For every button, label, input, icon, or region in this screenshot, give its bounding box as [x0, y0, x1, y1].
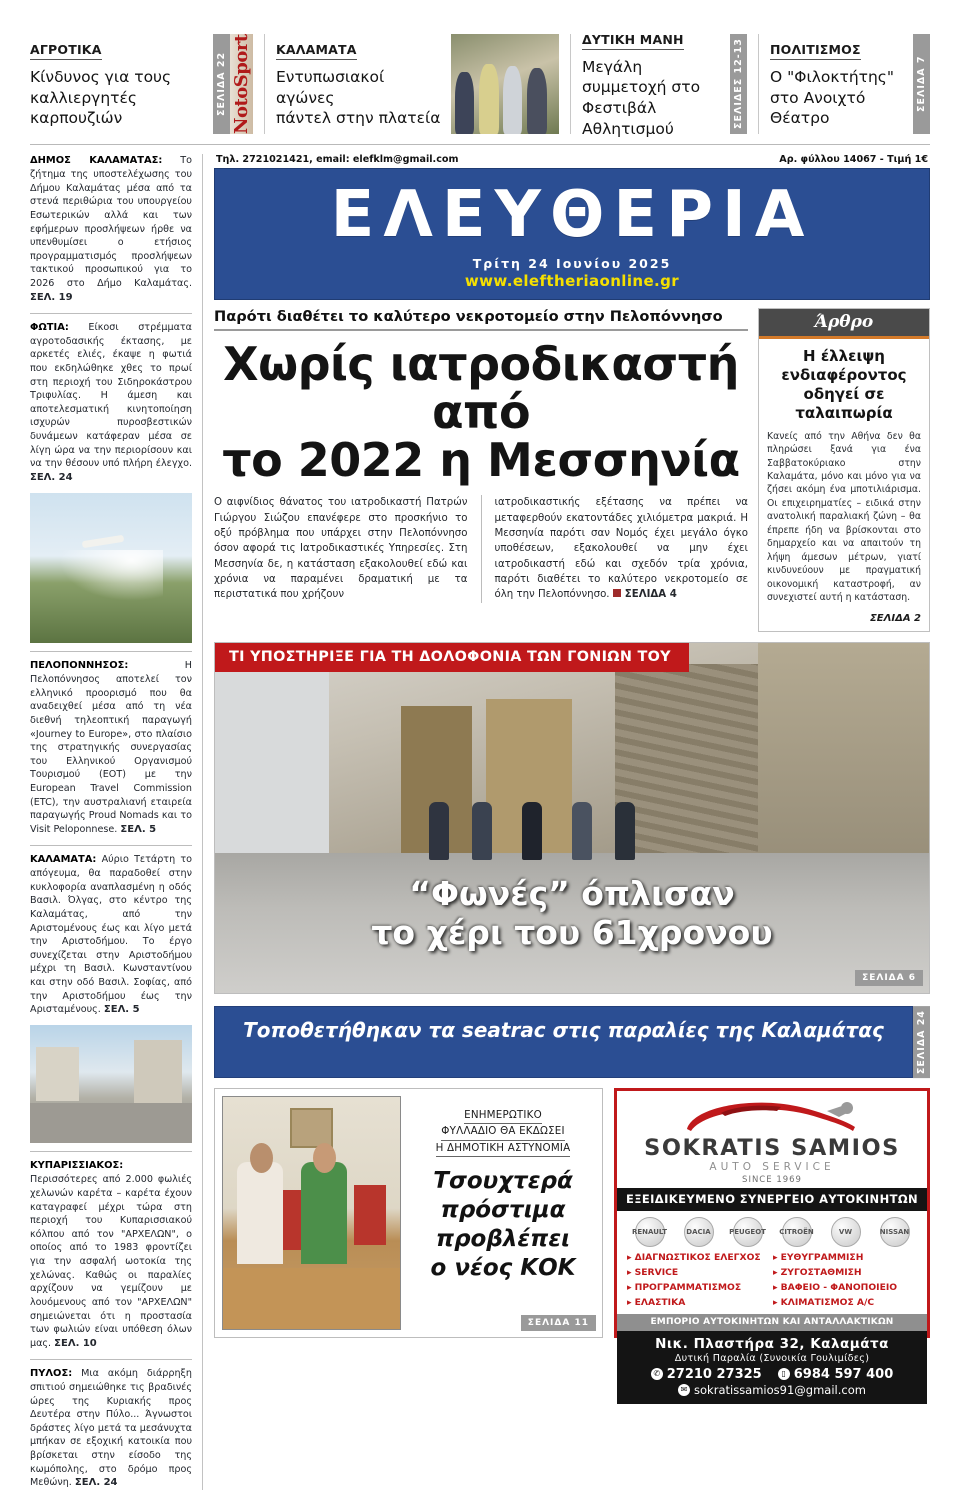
website-url[interactable]: www.eleftheriaonline.gr — [464, 271, 680, 290]
person-right — [301, 1162, 347, 1264]
teaser-photo-padel — [451, 34, 559, 134]
photo-figure — [615, 802, 635, 860]
service-item: ▸ SERVICE — [627, 1266, 773, 1281]
wall-picture-frame — [290, 1108, 332, 1147]
lead-body-col1: Ο αιφνίδιος θάνατος του ιατροδικαστή Πατρών Γιώργου Σιώζου επανέφερε στο προσκήνιο το οξύ πρόβλημα που υπάρχει στην Πελοπόννησο όσον αφορά τις Ιατροδικαστικές Υπηρεσίες. Στη Μεσσηνία δε, η κατάσταση εξακολουθεί εδώ και χρόνια να παραμένει δραματική με τα περιστατικά που χρήζουν — [214, 497, 468, 601]
brief-page-ref[interactable]: ΣΕΛ. 24 — [74, 1477, 118, 1489]
lead-body-col2 — [495, 495, 749, 602]
ad-address: Νικ. Πλαστήρα 32, Καλαμάτα — [655, 1335, 889, 1352]
brief-page-ref[interactable]: ΣΕΛ. 19 — [30, 291, 73, 303]
article-box-title — [759, 339, 929, 430]
ad-services — [617, 1251, 927, 1314]
masthead — [214, 168, 930, 300]
phone-icon: ✆ — [651, 1368, 663, 1380]
teaser-headline — [276, 67, 445, 129]
publication-date: Τρίτη 24 Ιουνίου 2025 — [472, 255, 672, 271]
service-item: ▸ ΒΑΦΕΙΟ - ΦΑΝΟΠΟΙΕΙΟ — [773, 1281, 919, 1296]
bottom-story-text — [401, 1096, 595, 1330]
bottom-kicker-line3: Η ΔΗΜΟΤΙΚΗ ΑΣΤΥΝΟΜΙΑ — [436, 1141, 571, 1157]
teaser-kicker: ΚΑΛΑΜΑΤΑ — [276, 42, 357, 60]
ad-brand-name: SOKRATIS SAMIOS — [644, 1134, 900, 1161]
article-title-line3: οδηγεί σε — [803, 384, 885, 403]
divider — [30, 1151, 192, 1152]
brief-page-ref[interactable]: ΣΕΛ. 10 — [54, 1337, 97, 1349]
teaser-headline-line2: Φεστιβάλ Αθλητισμού — [582, 99, 674, 138]
article-box-header: Άρθρο — [759, 309, 929, 336]
divider — [30, 1359, 192, 1360]
blue-banner-text[interactable]: Τοποθετήθηκαν τα seatrac στις παραλίες της Καλαμάτας — [214, 1006, 913, 1078]
teaser-headline-line1: Μεγάλη συμμετοχή στο — [582, 57, 701, 97]
brief-lead: ΠΥΛΟΣ: — [30, 1367, 73, 1379]
road-surface — [30, 1103, 192, 1143]
brief-text: Αύριο Τετάρτη το απόγευμα, θα παραδοθεί στην κυκλοφορία αναπλασμένη η οδός Βασιλ. Όλγας, στο κέντρο της Καλαμάτας, από την Αριστομένους έως και λίγο μετά την Αριστοδήμου. Το έργο συνεχίζεται στην Αριστοδήμου μέχρι τη Βασιλ. Κωνσταντίνου και στην οδό Βασιλ. Σοφίας, από την Αριστοδήμου έως την Αρισταμένους. — [30, 854, 192, 1016]
ad-gray-banner: ΕΜΠΟΡΙΟ ΑΥΤΟΚΙΝΗΤΩΝ ΚΑΙ ΑΝΤΑΛΛΑΚΤΙΚΩΝ — [617, 1314, 927, 1331]
ad-services-right — [773, 1251, 919, 1311]
lead-headline-line1: Χωρίς ιατροδικαστή από — [223, 337, 739, 439]
press-conference-photo — [222, 1096, 401, 1330]
bottom-story — [214, 1088, 603, 1338]
ad-email-label: sokratissamios91@gmail.com — [694, 1382, 866, 1397]
bottom-headline-line2: πρόστιμα — [440, 1197, 566, 1224]
newspaper-front-page — [0, 31, 960, 1489]
building-left — [36, 1047, 78, 1101]
divider — [758, 34, 759, 134]
ad-car-brand-logos — [617, 1211, 927, 1251]
service-item: ▸ ΕΛΑΣΤΙΚΑ — [627, 1296, 773, 1311]
photo-figure — [522, 802, 542, 860]
photo-figure — [572, 802, 592, 860]
bottom-headline-line3: προβλέπει — [435, 1226, 571, 1253]
person-left-head — [250, 1143, 273, 1173]
brief-page-ref[interactable]: ΣΕΛ. 5 — [120, 823, 157, 835]
photo-red-banner: ΤΙ ΥΠΟΣΤΗΡΙΞΕ ΓΙΑ ΤΗ ΔΟΛΟΦΟΝΙΑ ΤΩΝ ΓΟΝΙΩΝ ΤΟΥ — [215, 643, 689, 672]
ad-services-left — [627, 1251, 773, 1311]
photo-caption — [215, 875, 929, 952]
photo-figure — [429, 802, 449, 860]
ad-phone-mobile[interactable] — [778, 1367, 894, 1382]
fire-aircraft-photo — [30, 493, 192, 643]
renault-logo-icon: RENAULT — [635, 1217, 665, 1247]
teaser-kicker: ΑΓΡΟΤΙΚΑ — [30, 42, 102, 60]
water-plume — [59, 550, 163, 601]
brief-text: Μια ακόμη διάρρηξη σπιτιού σημειώθηκε τις βραδινές ώρες της Κυριακής προς Δευτέρα στην Πύλο... Άγνωστοι δράστες λίγο μετά τα μεσάνυχτα μπήκαν σε εξοχική κατοικία που βρίσκεται στην είσοδο της κωμόπολης, στο δρόμο προς Μεθώνη. — [30, 1367, 192, 1489]
brief-text: Η Πελοπόννησος αποτελεί τον ελληνικό προορισμό που θα αναδειχθεί μέσα από τη νέα διεθνή τηλεοπτική παραγωγή «Journey to Europe», στο πλαίσιο της στρατηγικής συνεργασίας του Ελληνικού Οργανισμού Τουρισμού (ΕΟΤ) με την European Travel Commission (ETC), την αυστραλιανή εταιρεία παραγωγής Proud Nomads και το Visit Peloponnese. — [30, 660, 192, 835]
bottom-row — [214, 1088, 930, 1397]
lead-story — [214, 308, 758, 632]
lead-page-ref-label: ΣΕΛΙΔΑ 4 — [624, 589, 677, 601]
teaser-dytiki-mani[interactable] — [582, 31, 747, 138]
brief-lead: ΦΩΤΙΑ: — [30, 321, 69, 333]
lead-body-columns — [214, 495, 748, 602]
page-badge[interactable]: ΣΕΛΙΔΕΣ 12-13 — [730, 34, 747, 134]
person-left — [237, 1162, 283, 1264]
page-badge[interactable]: ΣΕΛΙΔΑ 24 — [913, 1006, 930, 1078]
bottom-headline-line1: Τσουχτερά — [433, 1168, 573, 1195]
article-title-line4: ταλαιπωρία — [795, 403, 893, 422]
service-item: ▸ ΚΛΙΜΑΤΙΣΜΟΣ A/C — [773, 1296, 919, 1311]
advertisement-sokratis-samios[interactable] — [614, 1088, 930, 1397]
left-briefs-column — [30, 154, 202, 1490]
teaser-headline — [770, 67, 901, 129]
main-layout — [30, 154, 930, 1490]
teaser-headline-line2: στο Ανοιχτό Θέατρο — [770, 88, 866, 128]
car-graphic — [617, 1091, 927, 1137]
chair-right — [354, 1185, 386, 1245]
brief-lead: ΚΥΠΑΡΙΣΣΙΑΚΟΣ: — [30, 1160, 124, 1172]
photo-caption-line2: το χέρι του 61χρονου — [371, 913, 773, 953]
brief-page-ref[interactable]: ΣΕΛ. 5 — [103, 1004, 140, 1016]
brief-item — [30, 1159, 192, 1351]
ad-since: SINCE 1969 — [742, 1175, 802, 1186]
bottom-kicker-line2: ΦΥΛΛΑΔΙΟ ΘΑ ΕΚΔΩΣΕΙ — [441, 1124, 564, 1140]
service-item: ▸ ΖΥΓΟΣΤΑΘΜΙΣΗ — [773, 1266, 919, 1281]
ad-banner: ΕΞΕΙΔΙΚΕΥΜΕΝΟ ΣΥΝΕΡΓΕΙΟ ΑΥΤΟΚΙΝΗΤΩΝ — [617, 1188, 927, 1211]
issue-info: Αρ. φύλλου 14067 - Τιμή 1€ — [779, 154, 928, 165]
street-works-photo — [30, 1025, 192, 1143]
page-badge[interactable]: ΣΕΛΙΔΑ 11 — [521, 1315, 596, 1331]
newspaper-logo: ΕΛΕΥΘΕΡΙΑ — [330, 177, 814, 252]
teaser-politismos[interactable] — [770, 34, 930, 134]
brief-item — [30, 321, 192, 485]
divider — [264, 34, 265, 134]
nissan-logo-icon: NISSAN — [880, 1217, 910, 1247]
article-opinion-box — [758, 308, 930, 632]
divider — [30, 313, 192, 314]
bottom-kicker — [415, 1108, 591, 1157]
lead-story-region — [214, 308, 930, 632]
teaser-headline — [582, 57, 718, 139]
envelope-icon: ✉ — [678, 1384, 690, 1396]
brief-item — [30, 154, 192, 305]
citroen-logo-icon: CITROËN — [782, 1217, 812, 1247]
teaser-headline — [30, 67, 201, 129]
brief-text: Περισσότερες από 2.000 φωλιές χελωνών καρέτα – καρέτα έχουν καταγραφεί μέχρι τώρα στη περιοχή του Κυπαρισσιακού κόλπου από τον "ΑΡΧΕΛΩΝ", ο οποίος από το 1983 φροντίζει για την ασφαλή ωοτοκία της χελώνας. Καθώς οι παραλίες αρχίζουν να γεμίζουν με λουόμενους από τον "ΑΡΧΕΛΩΝ" σημειώνεται ότι η προστασία των φωλιών είναι υπόθεση όλων μας. — [30, 1174, 192, 1349]
divider — [481, 495, 482, 602]
brief-item — [30, 659, 192, 837]
brief-item — [30, 853, 192, 1017]
volkswagen-logo-icon: VW — [831, 1217, 861, 1247]
ad-phone2-label: 6984 597 400 — [793, 1366, 894, 1382]
sports-car-icon — [677, 1097, 867, 1137]
bottom-headline — [415, 1167, 591, 1283]
contact-info: Τηλ. 2721021421, email: elefklm@gmail.com — [216, 154, 459, 165]
table-surface — [223, 1268, 400, 1328]
main-photo-crime-scene — [214, 642, 930, 994]
brief-text: Το ζήτημα της υποστελέχωσης του Δήμου Καλαμάτας μέσα από τα στενά περιθώρια του υπουργείου Εσωτερικών αλλά και των εφήμερων προσλήψεων ήρθε να υπενθυμίσει ο ετήσιος προγραμματισμός προσλήψεων τακτικού προσωπικού για το 2026 στο Δήμο Καλαμάτας. — [30, 155, 192, 289]
brief-page-ref[interactable]: ΣΕΛ. 24 — [30, 471, 73, 483]
masthead-topline — [214, 154, 930, 168]
teaser-kicker: ΠΟΛΙΤΙΣΜΟΣ — [770, 42, 861, 60]
article-title-line1: Η έλλειψη — [803, 347, 885, 365]
notosport-logo: NotoSport — [231, 34, 252, 134]
photo-caption-line1: “Φωνές” όπλισαν — [409, 874, 735, 914]
mobile-icon: ▯ — [778, 1368, 790, 1380]
teaser-headline-line1: Κίνδυνος για τους — [30, 68, 172, 87]
page-badge[interactable]: ΣΕΛΙΔΑ 22 — [213, 34, 230, 134]
peugeot-logo-icon: PEUGEOT — [733, 1217, 763, 1247]
brief-item — [30, 1367, 192, 1490]
ad-subtitle: AUTO SERVICE — [709, 1161, 835, 1174]
teaser-agrotika[interactable] — [30, 34, 230, 134]
divider — [30, 651, 192, 652]
teaser-headline-line2: καλλιεργητές καρπουζιών — [30, 88, 137, 128]
teaser-kicker: ΔΥΤΙΚΗ ΜΑΝΗ — [582, 32, 684, 50]
ad-contact-block — [617, 1331, 927, 1404]
blue-banner-region — [214, 1006, 930, 1078]
brief-lead: ΚΑΛΑΜΑΤΑ: — [30, 854, 97, 866]
article-page-ref[interactable]: ΣΕΛΙΔΑ 2 — [869, 612, 921, 624]
teaser-kalamata[interactable] — [276, 34, 451, 134]
service-item: ▸ ΔΙΑΓΝΩΣΤΙΚΟΣ ΕΛΕΓΧΟΣ — [627, 1251, 773, 1266]
ad-address-detail: Δυτική Παραλία (Συνοικία Γουλιμίδες) — [674, 1352, 870, 1364]
main-content-column — [202, 154, 930, 1490]
ad-phone-landline[interactable] — [651, 1367, 762, 1382]
service-item: ▸ ΠΡΟΓΡΑΜΜΑΤΙΣΜΟΣ — [627, 1281, 773, 1296]
lead-headline-line2: το 2022 η Μεσσηνία — [222, 432, 740, 487]
service-item: ▸ ΕΥΘΥΓΡΑΜΜΙΣΗ — [773, 1251, 919, 1266]
ad-phone1-label: 27210 27325 — [666, 1366, 762, 1382]
teaser-headline-line2: πάντελ στην πλατεία — [276, 109, 441, 128]
photo-figure — [472, 802, 492, 860]
horizontal-rule — [30, 144, 930, 145]
dacia-logo-icon: DACIA — [684, 1217, 714, 1247]
article-title-line2: ενδιαφέροντος — [781, 365, 907, 384]
bottom-kicker-line1: ΕΝΗΜΕΡΩΤΙΚΟ — [464, 1108, 542, 1124]
divider — [30, 845, 192, 846]
article-box-body: Κανείς από την Αθήνα δεν θα πληρώσει ξανά για ένα Σαββατοκύριακο στην Καλαμάτα, μόνο και μόνο για να ζήσει ακόμη ένα μποτιλιάρισμα. Οι επιχειρηματίες – ειδικά στην ανατολική παραλιακή ζώνη – θα έπρεπε ήδη να βρίσκονται στο δημαρχείο και να απαιτούν τη λήψη άμεσων μέτρων, γιατί κινδυνεύουν με πραγματική οικονομική καταστροφή, αν συνεχιστεί αυτή η κατάσταση. — [767, 430, 921, 604]
lead-kicker: Παρότι διαθέτει το καλύτερο νεκροτομείο στην Πελοπόννησο — [214, 308, 748, 331]
teaser-headline-line1: Εντυπωσιακοί αγώνες — [276, 68, 385, 107]
lead-body-text2: ιατροδικαστικής εξέτασης να πρέπει να μεταφερθούν εκατοντάδες χιλιόμετρα μακριά. Η Μεσσηνία παρότι σαν Νομός έχει μεγάλο όγκο υποθέσεων, εξακολουθεί να μην έχει ιατροδικαστή εδώ και σχεδόν τρία χρόνια, παρότι διαθέτει το καλύτερο νεκροτομείο σε όλη την Πελοπόννησο. — [494, 497, 748, 601]
page-badge[interactable]: ΣΕΛΙΔΑ 6 — [855, 970, 923, 986]
page-badge[interactable]: ΣΕΛΙΔΑ 7 — [913, 34, 930, 134]
lead-headline — [214, 337, 748, 487]
building-right — [134, 1040, 183, 1104]
top-teaser-strip — [30, 31, 930, 138]
brief-lead: ΔΗΜΟΣ ΚΑΛΑΜΑΤΑΣ: — [30, 155, 163, 166]
divider — [570, 34, 571, 134]
teaser-headline-line1: Ο "Φιλοκτήτης" — [770, 68, 895, 87]
bottom-headline-line4: ο νέος ΚΟΚ — [430, 1254, 576, 1281]
square-bullet-icon — [613, 589, 621, 597]
brief-lead: ΠΕΛΟΠΟΝΝΗΣΟΣ: — [30, 660, 129, 672]
ad-email[interactable] — [621, 1383, 923, 1397]
ad-phone-row — [621, 1367, 923, 1382]
lead-page-ref[interactable] — [613, 589, 677, 600]
brief-text: Είκοσι στρέμματα αγροτοδασικής έκτασης, με αρκετές ελιές, έκαψε η φωτιά που εκδηλώθηκε χθες το πρωί στη περιοχή του Σιδηροκάστρου Τριφυλίας. Η άμεση και αποτελεσματική κινητοποίηση ισχυρών πυροσβεστικών δυνάμεων κατάφεραν μέσα σε λίγη ώρα να την περιορίσουν και να την θέσουν υπό πλήρη έλεγχο. — [30, 321, 192, 470]
firefighting-plane — [82, 535, 125, 548]
